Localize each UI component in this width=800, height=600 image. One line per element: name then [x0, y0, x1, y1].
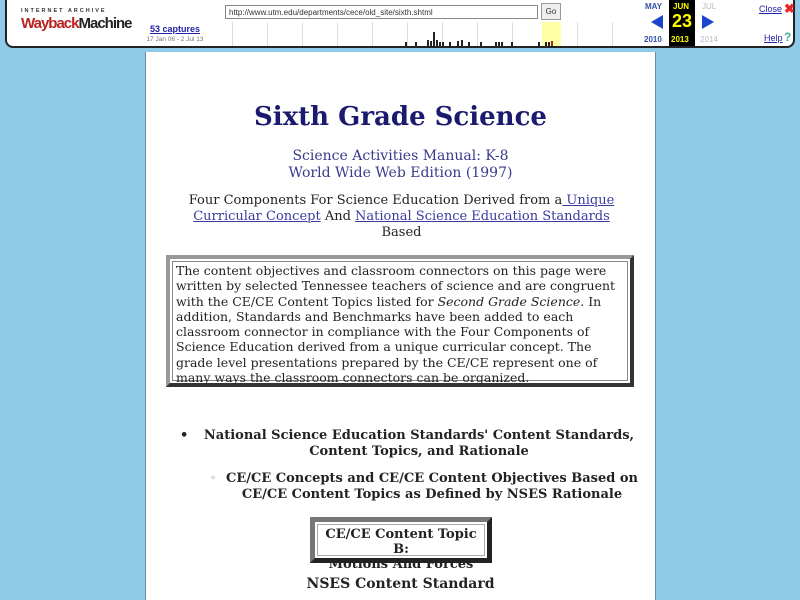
- notice-text-2: . In addition, Standards and Benchmarks have been added to each classroom connector in compliance with the Four Components of Science Education derived from a unique curricular concept. The grade level presentations prepared by the CE/CE represent one of many ways the classroom connectors can be organized.: [176, 293, 602, 386]
- captures-sparkline[interactable]: [212, 22, 640, 46]
- captures-info: [139, 24, 211, 43]
- prev-month-label[interactable]: MAY: [645, 2, 663, 11]
- close-icon[interactable]: ✖: [784, 1, 795, 16]
- page-subtitle: [146, 148, 655, 182]
- current-month-label: JUN: [673, 2, 690, 11]
- go-button[interactable]: Go: [541, 3, 561, 20]
- captures-link[interactable]: 53 captures: [149, 24, 201, 34]
- nses-link[interactable]: National Science Education Standards: [355, 209, 610, 224]
- subtitle-line-1: Science Activities Manual: K-8: [292, 148, 509, 164]
- bullet-circle-icon: ◦: [210, 473, 216, 484]
- close-link[interactable]: Close: [759, 4, 783, 14]
- next-capture-arrow-icon[interactable]: [702, 15, 714, 29]
- wayback-toolbar: [5, 0, 795, 48]
- next-year-label: 2014: [700, 35, 718, 44]
- current-year-label: 2013: [671, 35, 689, 44]
- unique-curricular-concept-link[interactable]: Unique Curricular Concept: [193, 193, 615, 224]
- captures-range: 17 Jan 06 - 2 Jul 13: [146, 36, 204, 43]
- help-icon[interactable]: ?: [784, 30, 792, 44]
- subtitle-line-2: World Wide Web Edition (1997): [288, 165, 513, 181]
- list-item-level-1: [180, 428, 640, 460]
- page-content: [145, 52, 656, 600]
- intro-prefix: Four Components For Science Education Derived from a: [188, 193, 563, 208]
- nses-content-standard-heading: NSES Content Standard: [306, 576, 495, 592]
- prev-year-label[interactable]: 2010: [644, 35, 662, 44]
- bullet-disc-icon: •: [180, 428, 189, 443]
- capture-calendar: [639, 0, 729, 48]
- logo-internet-archive-text: INTERNET ARCHIVE: [21, 8, 107, 14]
- notice-italic: Second Grade Science: [437, 293, 581, 309]
- topic-box-line-2: Motions And Forces: [328, 557, 474, 572]
- intro-suffix: Based: [381, 225, 422, 240]
- notice-text-1: The content objectives and classroom connectors on this page were written by selected Tennessee teachers of science and are congruent with the CE/CE Content Topics listed for: [176, 263, 616, 309]
- notice-box: [166, 255, 634, 387]
- list-item-level-1-text: National Science Education Standards' Content Standards, Content Topics, and Rationale: [203, 428, 635, 459]
- logo-wayback-text: Wayback: [21, 15, 79, 32]
- help-link[interactable]: Help: [764, 33, 783, 43]
- list-item-level-2: [210, 471, 640, 503]
- intro-paragraph: [176, 193, 627, 241]
- next-month-label: JUL: [702, 2, 717, 11]
- intro-middle: And: [320, 209, 356, 224]
- topic-box-line-1: CE/CE Content Topic B:: [325, 527, 477, 557]
- current-day: 23: [671, 11, 693, 31]
- logo-machine-text: Machine: [78, 15, 132, 32]
- topic-box: [310, 517, 492, 572]
- url-input[interactable]: [225, 5, 538, 19]
- list-item-level-2-text: CE/CE Concepts and CE/CE Content Objectives Based on CE/CE Content Topics as Defined by NSES Rationale: [225, 471, 639, 502]
- wayback-logo[interactable]: [21, 8, 132, 42]
- prev-capture-arrow-icon[interactable]: [651, 15, 663, 29]
- page-title: Sixth Grade Science: [254, 102, 547, 132]
